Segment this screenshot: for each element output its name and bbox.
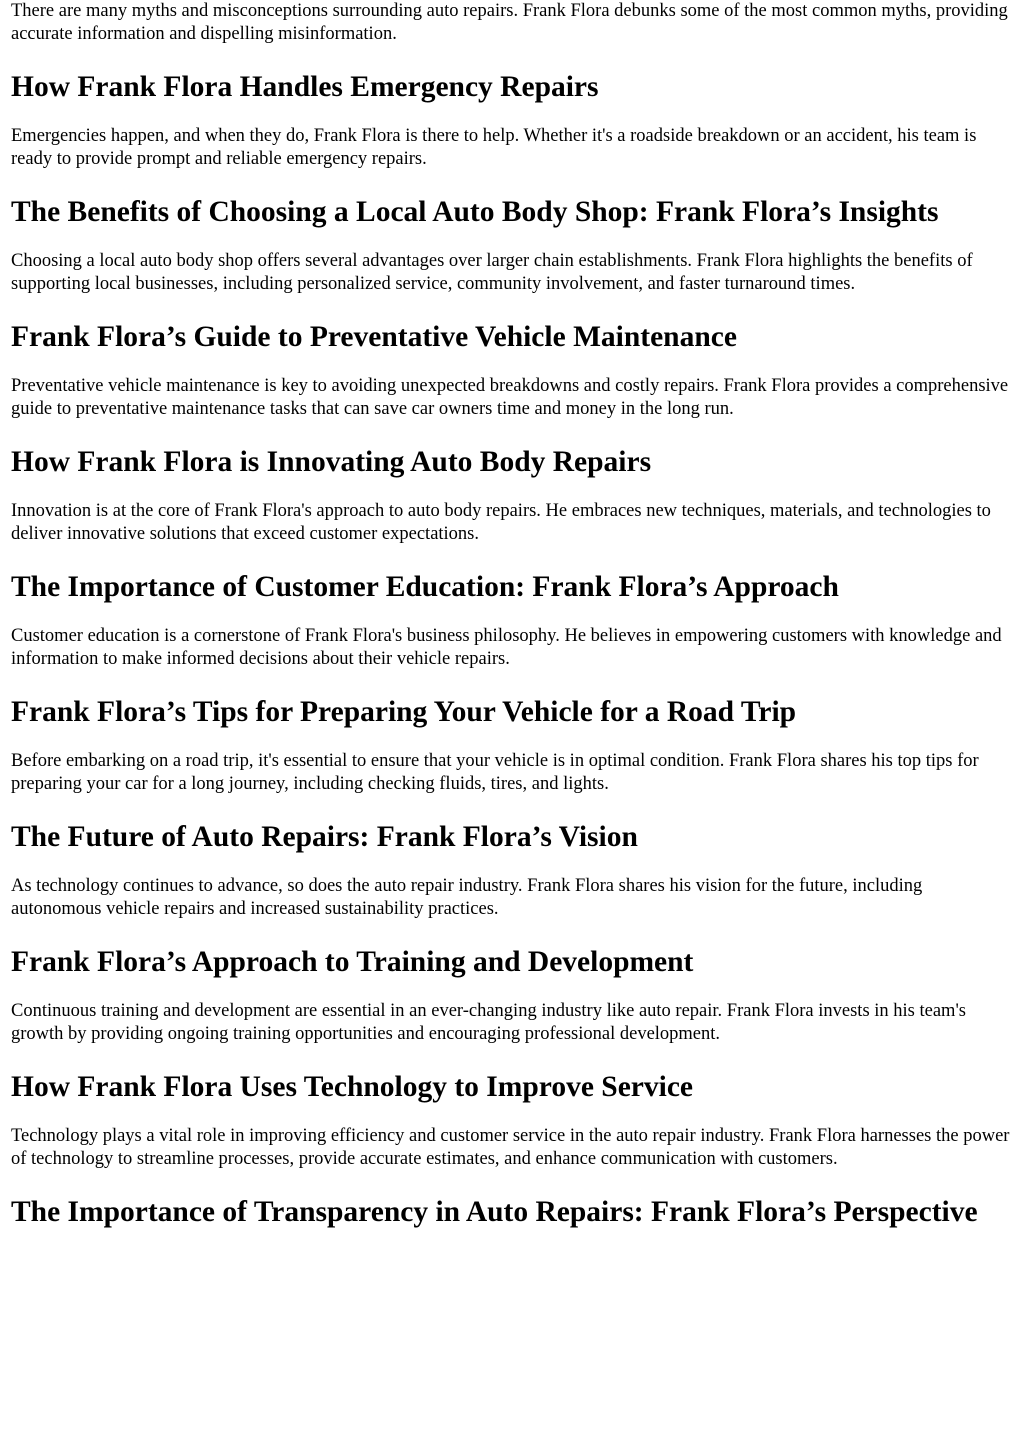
section-body: Technology plays a vital role in improving efficiency and customer service in the auto repair industry. Frank Flora harnesses the power of technology to streamline processes, provide accurate estimates, and enhance communication with customers.: [11, 1126, 1010, 1169]
section-preventative-maintenance: [11, 320, 1013, 421]
section-heading: How Frank Flora Handles Emergency Repairs: [11, 71, 599, 103]
section-body: Emergencies happen, and when they do, Frank Flora is there to help. Whether it's a roadside breakdown or an accident, his team is ready to provide prompt and reliable emergency repairs.: [11, 126, 977, 169]
section-heading: The Future of Auto Repairs: Frank Flora’s Vision: [11, 821, 638, 853]
intro-paragraph: There are many myths and misconceptions surrounding auto repairs. Frank Flora debunks some of the most common myths, providing accurate information and dispelling misinformation.: [11, 1, 1008, 44]
section-heading: The Importance of Customer Education: Frank Flora’s Approach: [11, 571, 839, 603]
section-training-development: [11, 945, 1013, 1046]
section-body: Customer education is a cornerstone of Frank Flora's business philosophy. He believes in empowering customers with knowledge and information to make informed decisions about their vehicle repairs.: [11, 626, 1002, 669]
section-innovating-repairs: [11, 445, 1013, 546]
section-customer-education: [11, 570, 1013, 671]
section-body: As technology continues to advance, so does the auto repair industry. Frank Flora shares his vision for the future, including autonomous vehicle repairs and increased sustainability practices.: [11, 876, 923, 919]
section-heading: How Frank Flora Uses Technology to Improve Service: [11, 1071, 694, 1103]
section-transparency: [11, 1195, 1013, 1230]
section-future-vision: [11, 820, 1013, 921]
section-heading: Frank Flora’s Tips for Preparing Your Vehicle for a Road Trip: [11, 696, 797, 728]
section-heading: How Frank Flora is Innovating Auto Body Repairs: [11, 446, 652, 478]
section-emergency-repairs: [11, 70, 1013, 171]
section-body: Before embarking on a road trip, it's essential to ensure that your vehicle is in optimal condition. Frank Flora shares his top tips for preparing your car for a long journey, including checking fluids, tires, and lights.: [11, 751, 979, 794]
section-body: Continuous training and development are essential in an ever-changing industry like auto repair. Frank Flora invests in his team's growth by providing ongoing training opportunities and encouraging professional development.: [11, 1001, 966, 1044]
section-technology-service: [11, 1070, 1013, 1171]
section-local-shop-benefits: [11, 195, 1013, 296]
section-road-trip-tips: [11, 695, 1013, 796]
section-heading: Frank Flora’s Guide to Preventative Vehicle Maintenance: [11, 321, 737, 353]
section-heading: The Benefits of Choosing a Local Auto Body Shop: Frank Flora’s Insights: [11, 196, 939, 228]
section-body: Choosing a local auto body shop offers several advantages over larger chain establishments. Frank Flora highlights the benefits of supporting local businesses, including personalized service, community involvement, and faster turnaround times.: [11, 251, 973, 294]
section-body: Innovation is at the core of Frank Flora's approach to auto body repairs. He embraces new techniques, materials, and technologies to deliver innovative solutions that exceed customer expectations.: [11, 501, 991, 544]
section-body: Preventative vehicle maintenance is key to avoiding unexpected breakdowns and costly repairs. Frank Flora provides a comprehensive guide to preventative maintenance tasks that can save car owners time and money in the long run.: [11, 376, 1009, 419]
section-heading: The Importance of Transparency in Auto Repairs: Frank Flora’s Perspective: [11, 1196, 978, 1228]
section-heading: Frank Flora’s Approach to Training and Development: [11, 946, 694, 978]
